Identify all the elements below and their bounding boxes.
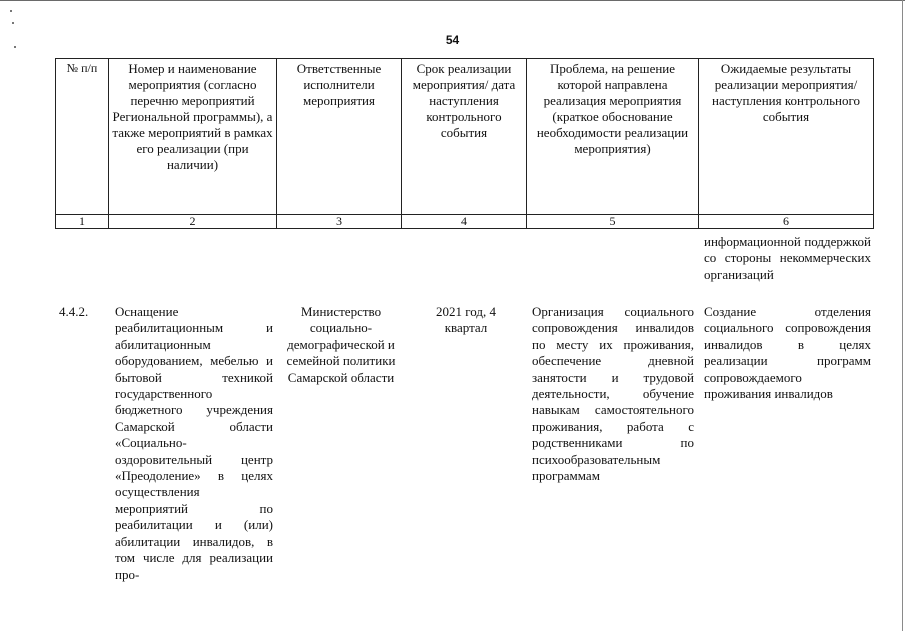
table-header bbox=[55, 58, 874, 229]
problem-text: Организация социального сопровождения инвалидов по месту их проживания, обеспечение дневной занятости и трудовой деятельности, обучение навыкам самостоятельного проживания, работа с родственниками по психообразовательным программам bbox=[532, 304, 694, 484]
page-top-edge bbox=[0, 0, 905, 1]
header-number-row bbox=[56, 215, 874, 229]
column-number: 5 bbox=[527, 215, 699, 229]
responsible-text: Министерство социально-демографической и семейной политики Самарской области bbox=[286, 304, 396, 385]
continuation-text: информационной поддержкой со стороны некоммерческих организаций bbox=[704, 234, 871, 282]
page-number: 54 bbox=[445, 33, 460, 47]
header-cell-problem: Проблема, на решение которой направлена реализация мероприятия (краткое обоснование необходимости реализации мероприятия) bbox=[527, 59, 699, 215]
column-number: 3 bbox=[277, 215, 402, 229]
activity-text: Оснащение реабилитационным и абилитационным оборудованием, мебелью и бытовой техникой государственного бюджетного учреждения Самарской области «Социально-оздоровительный центр «Преодоление» в целях осуществления мероприятий по реабилитации и (или) абилитации инвалидов, в том числе для реализации про- bbox=[115, 304, 273, 582]
scan-speck bbox=[10, 10, 12, 12]
deadline-text: 2021 год, 4 квартал bbox=[436, 304, 496, 336]
column-number: 6 bbox=[699, 215, 874, 229]
header-cell-responsible: Ответственные исполнители мероприятия bbox=[277, 59, 402, 215]
column-number: 4 bbox=[402, 215, 527, 229]
row-number: 4.4.2. bbox=[59, 304, 89, 319]
header-cell-deadline: Срок реализации мероприятия/ дата наступления контрольного события bbox=[402, 59, 527, 215]
scan-speck bbox=[12, 22, 14, 24]
result-text: Создание отделения социального сопровождения инвалидов в целях реализации программ сопровождаемого проживания инвалидов bbox=[704, 304, 871, 402]
header-cell-number: № п/п bbox=[56, 59, 109, 215]
header-cell-activity: Номер и наименование мероприятия (согласно перечню мероприятий Региональной программы), а также мероприятий в рамках его реализации (при наличии) bbox=[109, 59, 277, 215]
header-cell-result: Ожидаемые результаты реализации мероприятия/ наступления контрольного события bbox=[699, 59, 874, 215]
page-right-edge bbox=[902, 0, 903, 631]
header-row bbox=[56, 59, 874, 215]
column-number: 1 bbox=[56, 215, 109, 229]
column-number: 2 bbox=[109, 215, 277, 229]
